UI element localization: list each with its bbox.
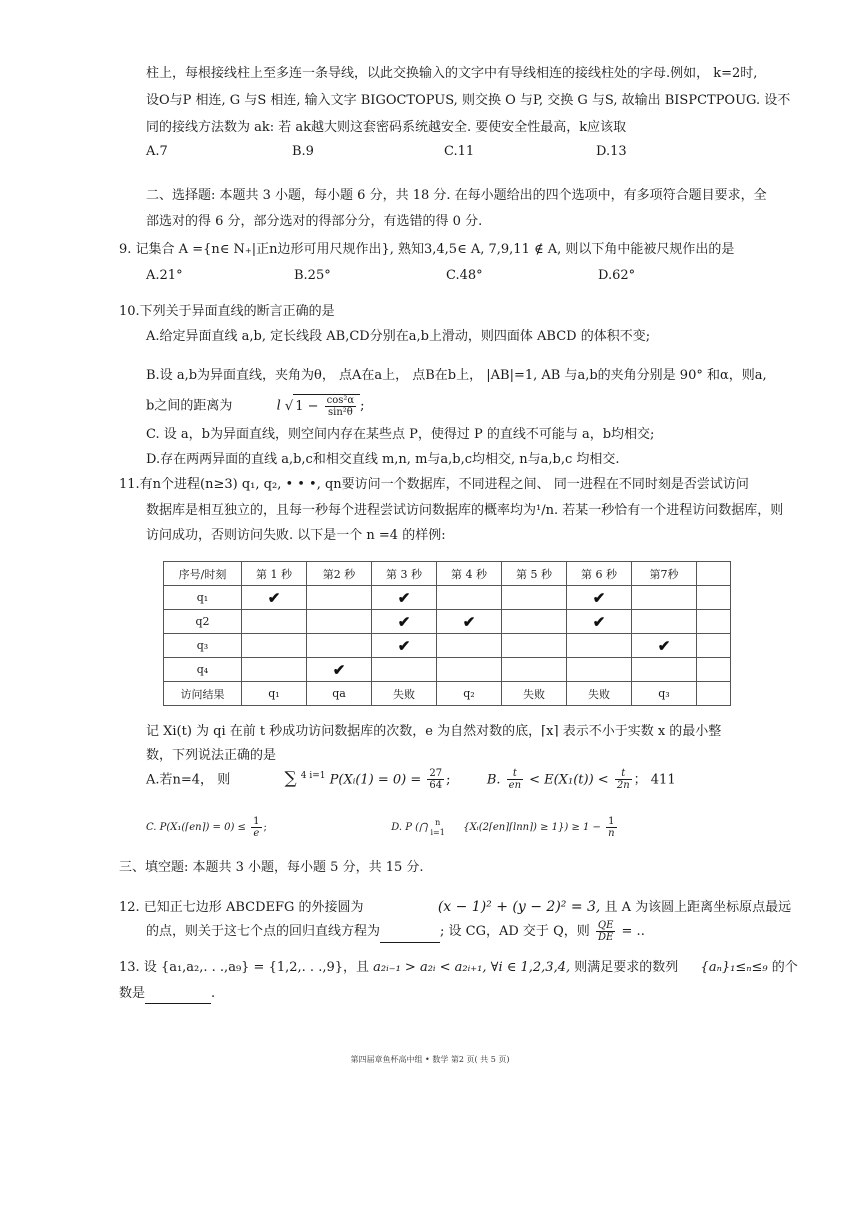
table-header-cell: 第7秒 [632,562,697,586]
check-icon: ✔ [332,660,346,679]
q10-option-b-line-1: B.设 a,b为异面直线，夹角为θ， 点A在a上， 点B在b上， |AB|=1, AB 与a,b的夹角分别是 90° 和α，则a, [146,368,767,383]
q8-continuation-line-1: 柱上，每根接线柱上至多连一条导线，以此交换输入的文字中有导线相连的接线柱处的字母.例如， k=2时, [146,66,758,81]
table-header-cell: 第 4 秒 [437,562,502,586]
table-cell-empty [502,634,567,658]
table-row [164,658,731,682]
check-icon: ✔ [397,636,411,655]
table-cell-empty [307,610,372,634]
q8-continuation-line-2: 设O与P 相连, G 与S 相连, 输入文字 BIGOCTOPUS, 则交换 O 与P, 交换 G 与S, 故输出 BISPCTPOUG. 设不 [146,93,791,108]
q11-after-line-2: 数，下列说法正确的是 [146,748,277,763]
q11-option-b-mid: < E(X₁(t)) < [529,772,609,788]
table-cell-empty [372,658,437,682]
table-result-cell: q₁ [242,682,307,706]
table-cell-checked [372,634,437,658]
table-result-label: 访问结果 [164,682,242,706]
table-header-cell: 第 1 秒 [242,562,307,586]
q12-ratio-den: DE [597,932,614,943]
table-cell-empty [697,634,731,658]
q11-stem-line-1: 11.有n个进程(n≥3) q₁, q₂, • • •, qn要访问一个数据库，不同进程之间、 同一进程在不同时刻是否尝试访问 [119,477,749,492]
q11-after-line-1: 记 Xi(t) 为 qi 在前 t 秒成功访问数据库的次数，e 为自然对数的底，⌈x⌉ 表示不小于实数 x 的最小整 [146,724,722,739]
table-result-cell: 失败 [372,682,437,706]
q10-option-b-line-2 [146,394,365,418]
table-cell-checked [307,658,372,682]
table-cell-checked [372,610,437,634]
q11-sample-table [163,561,731,706]
check-icon: ✔ [592,612,606,631]
q9-choice-b: B.25° [294,268,331,283]
q10-frac-den: sin²θ [328,407,353,418]
q11-option-a-prefix: A.若n=4， 则 [146,772,231,788]
table-cell-empty [437,658,502,682]
table-cell-empty [242,658,307,682]
q12-line-1-tail: 且 A 为该圆上距离坐标原点最远 [604,900,792,915]
section2-heading-line-2: 部选对的得 6 分，部分选对的得部分分，有选错的得 0 分. [146,214,483,229]
q9-choice-c: C.48° [446,268,483,283]
q11-stem-line-3: 访问成功，否则访问失败. 以下是一个 n =4 的样例: [146,528,446,543]
q11-option-c-num: 1 [253,816,260,827]
q12-line-2-period: . [640,924,645,939]
table-cell-empty [567,634,632,658]
q13-line-1 [119,958,798,978]
q11-option-a-den: 64 [429,780,443,792]
check-icon: ✔ [397,588,411,607]
q11-option-d-lim-bot: i=1 [430,827,445,837]
q8-choice-b: B.9 [292,144,314,159]
table-cell-empty [697,586,731,610]
table-result-cell: qa [307,682,372,706]
q13-line-1-tail: 的个 [771,960,798,975]
table-row-label: q2 [164,610,242,634]
q11-option-c: C. P(X₁(⌈en⌉) = 0) ≤ [146,822,250,833]
table-result-cell: q₂ [437,682,502,706]
q8-continuation-line-3: 同的接线方法数为 ak: 若 ak越大则这套密码系统越安全. 要使安全性最高，k应该取 [146,120,627,135]
table-cell-checked [567,610,632,634]
q11-option-b-num1: t [507,768,523,780]
q10-frac-num: cos²α [326,395,355,406]
table-row-label: q₄ [164,658,242,682]
table-cell-empty [307,586,372,610]
section2-heading-line-1: 二、选择题: 本题共 3 小题，每小题 6 分，共 18 分. 在每小题给出的四个选项中，有多项符合题目要求，全 [146,188,767,203]
q10-option-b-text: b之间的距离为 [146,398,233,414]
q12-answer-blank-1[interactable] [380,928,440,943]
q11-option-b-num2: t [615,768,632,780]
table-cell-empty [242,634,307,658]
q10-option-c: C. 设 a，b为异面直线，则空间内存在某些点 P，使得过 P 的直线不可能与 a，b均相交; [146,427,655,442]
table-cell-empty [632,658,697,682]
q13-line-2 [119,984,215,1004]
table-cell-empty [437,634,502,658]
q10-stem: 10.下列关于异面直线的断言正确的是 [119,304,335,319]
q11-option-d-lim-top: n [435,817,441,827]
table-cell-empty [632,586,697,610]
q11-option-a [146,766,676,791]
q13-sequence: {aₙ}₁≤ₙ≤₉ [700,960,768,975]
table-cell-checked [372,586,437,610]
table-header-cell: 序号/时刻 [164,562,242,586]
q12-line-1 [119,897,791,918]
check-icon: ✔ [657,636,671,655]
table-result-cell: q₃ [632,682,697,706]
table-result-cell: 失败 [502,682,567,706]
table-header-cell: 第 5 秒 [502,562,567,586]
q11-option-d-prefix: D. P (⋂ [391,822,428,833]
check-icon: ✔ [592,588,606,607]
table-cell-empty [502,586,567,610]
q11-option-a-num: 27 [429,768,443,780]
q10-option-b-tail: ; [360,398,365,414]
q11-stem-line-2: 数据库是相互独立的，且每一秒每个进程尝试访问数据库的概率均为¹/n. 若某一秒恰有一个进程访问数据库，则 [146,503,784,518]
sum-symbol: ∑ [284,768,297,789]
table-cell-checked [567,586,632,610]
table-cell-checked [632,634,697,658]
q11-option-c-d [146,816,619,839]
check-icon: ✔ [462,612,476,631]
q12-ratio-num: QE [597,920,614,931]
q8-choice-a: A.7 [146,144,168,159]
table-header-row [164,562,731,586]
q10-distance-formula: √ 1 − $\frac{\text{cos²α}}{\text{sin²θ}}$ [285,394,360,418]
table-cell-empty [697,610,731,634]
q13-answer-blank[interactable] [145,989,211,1004]
table-row [164,610,731,634]
q11-option-a-body: P(Xᵢ(1) = 0) = [329,772,422,788]
sum-limits: 4 i=1 [300,771,326,781]
q11-option-b-end: ； 411 [633,772,676,788]
q11-option-d-den: n [608,828,615,839]
q11-option-d-num: 1 [606,816,616,828]
table-result-cell [697,682,731,706]
q11-option-b-prefix: B. [486,772,501,788]
q12-line-1-text: 12. 已知正七边形 ABCDEFG 的外接圆为 [119,900,364,915]
table-result-cell: 失败 [567,682,632,706]
table-cell-empty [307,634,372,658]
q13-line-1-text: 13. 设 {a₁,a₂,. . .,a₉} = {1,2,. . .,9}，且 [119,960,369,975]
q10-option-d: D.存在两两异面的直线 a,b,c和相交直线 m,n, m与a,b,c均相交, n与a,b,c 均相交. [146,452,620,467]
q13-line-2-text: 数是 [119,986,146,1001]
table-cell-empty [632,610,697,634]
q9-stem: 9. 记集合 A ={n∈ N₊|正n边形可用尺规作出}, 熟知3,4,5∈ A, 7,9,11 ∉ A, 则以下角中能被尺规作出的是 [119,242,735,257]
table-cell-empty [502,610,567,634]
q10-distance-l: l [276,398,281,414]
q12-line-2-end: = . [621,924,641,939]
table-row-label: q₁ [164,586,242,610]
q13-line-2-period: . [211,986,216,1001]
q11-option-c-end: ; [263,822,267,833]
q12-line-2 [146,920,645,943]
check-icon: ✔ [267,588,281,607]
table-cell-empty [502,658,567,682]
table-cell-checked [242,586,307,610]
table-cell-checked [437,610,502,634]
q11-option-d-body: {Xᵢ(2⌈en⌉⌈lnn⌉) ≥ 1}) ≥ 1 − [463,822,601,833]
q8-choice-d: D.13 [596,144,627,159]
q13-line-1-mid: 则满足要求的数列 [574,960,679,975]
q8-choice-c: C.11 [444,144,475,159]
q11-option-b-den2: 2n [616,780,630,792]
table-row-label: q₃ [164,634,242,658]
q12-line-2-text: 的点，则关于这七个点的回归直线方程为 [146,924,381,939]
q9-choice-a: A.21° [146,268,183,283]
q11-option-a-end: ; [446,772,451,788]
q13-condition: a₂ᵢ₋₁ > a₂ᵢ < a₂ᵢ₊₁, ∀i ∈ 1,2,3,4, [373,960,571,975]
q11-option-b-den1: en [508,780,522,792]
q9-choice-d: D.62° [598,268,636,283]
table-header-cell: 第 6 秒 [567,562,632,586]
table-header-cell [697,562,731,586]
table-cell-empty [242,610,307,634]
page-footer: 第四届章鱼杯高中组 • 数学 第2 页( 共 5 页) [350,1055,510,1064]
q12-circle-equation: (x − 1)² + (y − 2)² = 3, [437,899,601,915]
table-header-cell: 第 3 秒 [372,562,437,586]
check-icon: ✔ [397,612,411,631]
table-header-cell: 第2 秒 [307,562,372,586]
table-cell-empty [437,586,502,610]
q9-choices [146,268,706,288]
q12-line-2-mid: ; 设 CG，AD 交于 Q，则 [440,924,590,939]
q11-option-c-den: e [253,828,260,839]
table-cell-empty [697,658,731,682]
section3-heading: 三、填空题: 本题共 3 小题，每小题 5 分，共 15 分. [119,860,424,875]
table-row [164,634,731,658]
q10-option-a: A.给定异面直线 a,b, 定长线段 AB,CD分别在a,b上滑动，则四面体 ABCD 的体积不变; [146,329,651,344]
q8-choices [146,144,706,164]
table-cell-empty [567,658,632,682]
table-result-row [164,682,731,706]
table-row [164,586,731,610]
